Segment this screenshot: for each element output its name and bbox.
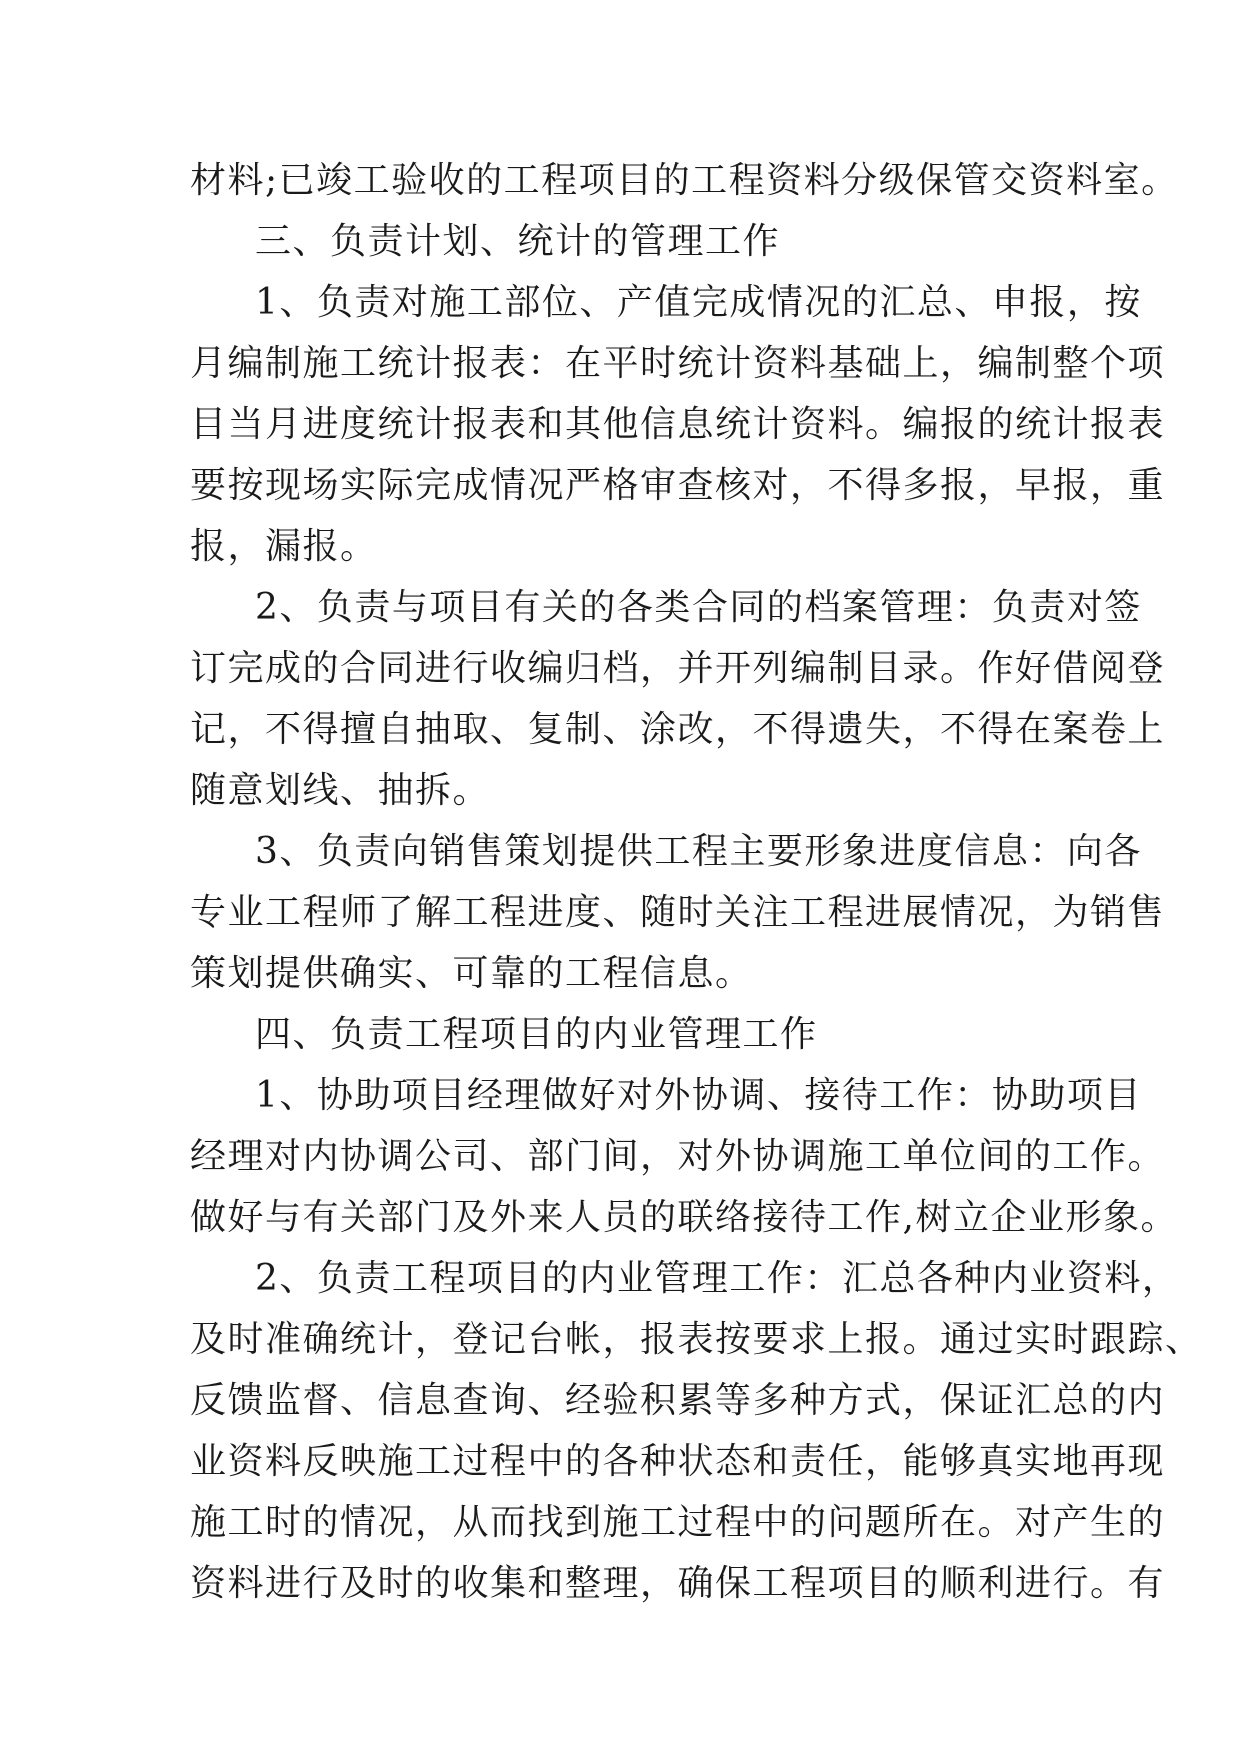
text-line: 施工时的情况，从而找到施工过程中的问题所在。对产生的 bbox=[190, 1502, 1166, 1543]
text-line: 策划提供确实、可靠的工程信息。 bbox=[190, 953, 753, 994]
text-line: 要按现场实际完成情况严格审查核对，不得多报，早报，重 bbox=[190, 465, 1166, 506]
text-line: 随意划线、抽拆。 bbox=[190, 770, 491, 811]
text-line: 订完成的合同进行收编归档，并开列编制目录。作好借阅登 bbox=[190, 648, 1166, 689]
text-line: 及时准确统计，登记台帐，报表按要求上报。通过实时跟踪、 bbox=[190, 1319, 1203, 1360]
text-line: 业资料反映施工过程中的各种状态和责任，能够真实地再现 bbox=[190, 1441, 1166, 1482]
text-line: 记，不得擅自抽取、复制、涂改，不得遗失，不得在案卷上 bbox=[190, 709, 1166, 750]
text-line: 1、协助项目经理做好对外协调、接待工作：协助项目 bbox=[255, 1075, 1142, 1116]
text-line: 2、负责工程项目的内业管理工作：汇总各种内业资料， bbox=[255, 1258, 1180, 1299]
text-line: 做好与有关部门及外来人员的联络接待工作,树立企业形象。 bbox=[190, 1197, 1178, 1238]
text-line: 材料;已竣工验收的工程项目的工程资料分级保管交资料室。 bbox=[190, 160, 1179, 201]
section-heading: 四、负责工程项目的内业管理工作 bbox=[255, 1014, 818, 1055]
text-line: 反馈监督、信息查询、经验积累等多种方式，保证汇总的内 bbox=[190, 1380, 1166, 1421]
text-line: 资料进行及时的收集和整理，确保工程项目的顺利进行。有 bbox=[190, 1563, 1166, 1604]
text-line: 1、负责对施工部位、产值完成情况的汇总、申报，按 bbox=[255, 282, 1142, 323]
text-line: 3、负责向销售策划提供工程主要形象进度信息：向各 bbox=[255, 831, 1142, 872]
text-line: 月编制施工统计报表：在平时统计资料基础上，编制整个项 bbox=[190, 343, 1166, 384]
text-line: 目当月进度统计报表和其他信息统计资料。编报的统计报表 bbox=[190, 404, 1166, 445]
text-line: 经理对内协调公司、部门间，对外协调施工单位间的工作。 bbox=[190, 1136, 1166, 1177]
text-line: 专业工程师了解工程进度、随时关注工程进展情况，为销售 bbox=[190, 892, 1166, 933]
section-heading: 三、负责计划、统计的管理工作 bbox=[255, 221, 781, 262]
text-line: 2、负责与项目有关的各类合同的档案管理：负责对签 bbox=[255, 587, 1142, 628]
text-line: 报，漏报。 bbox=[190, 526, 378, 567]
